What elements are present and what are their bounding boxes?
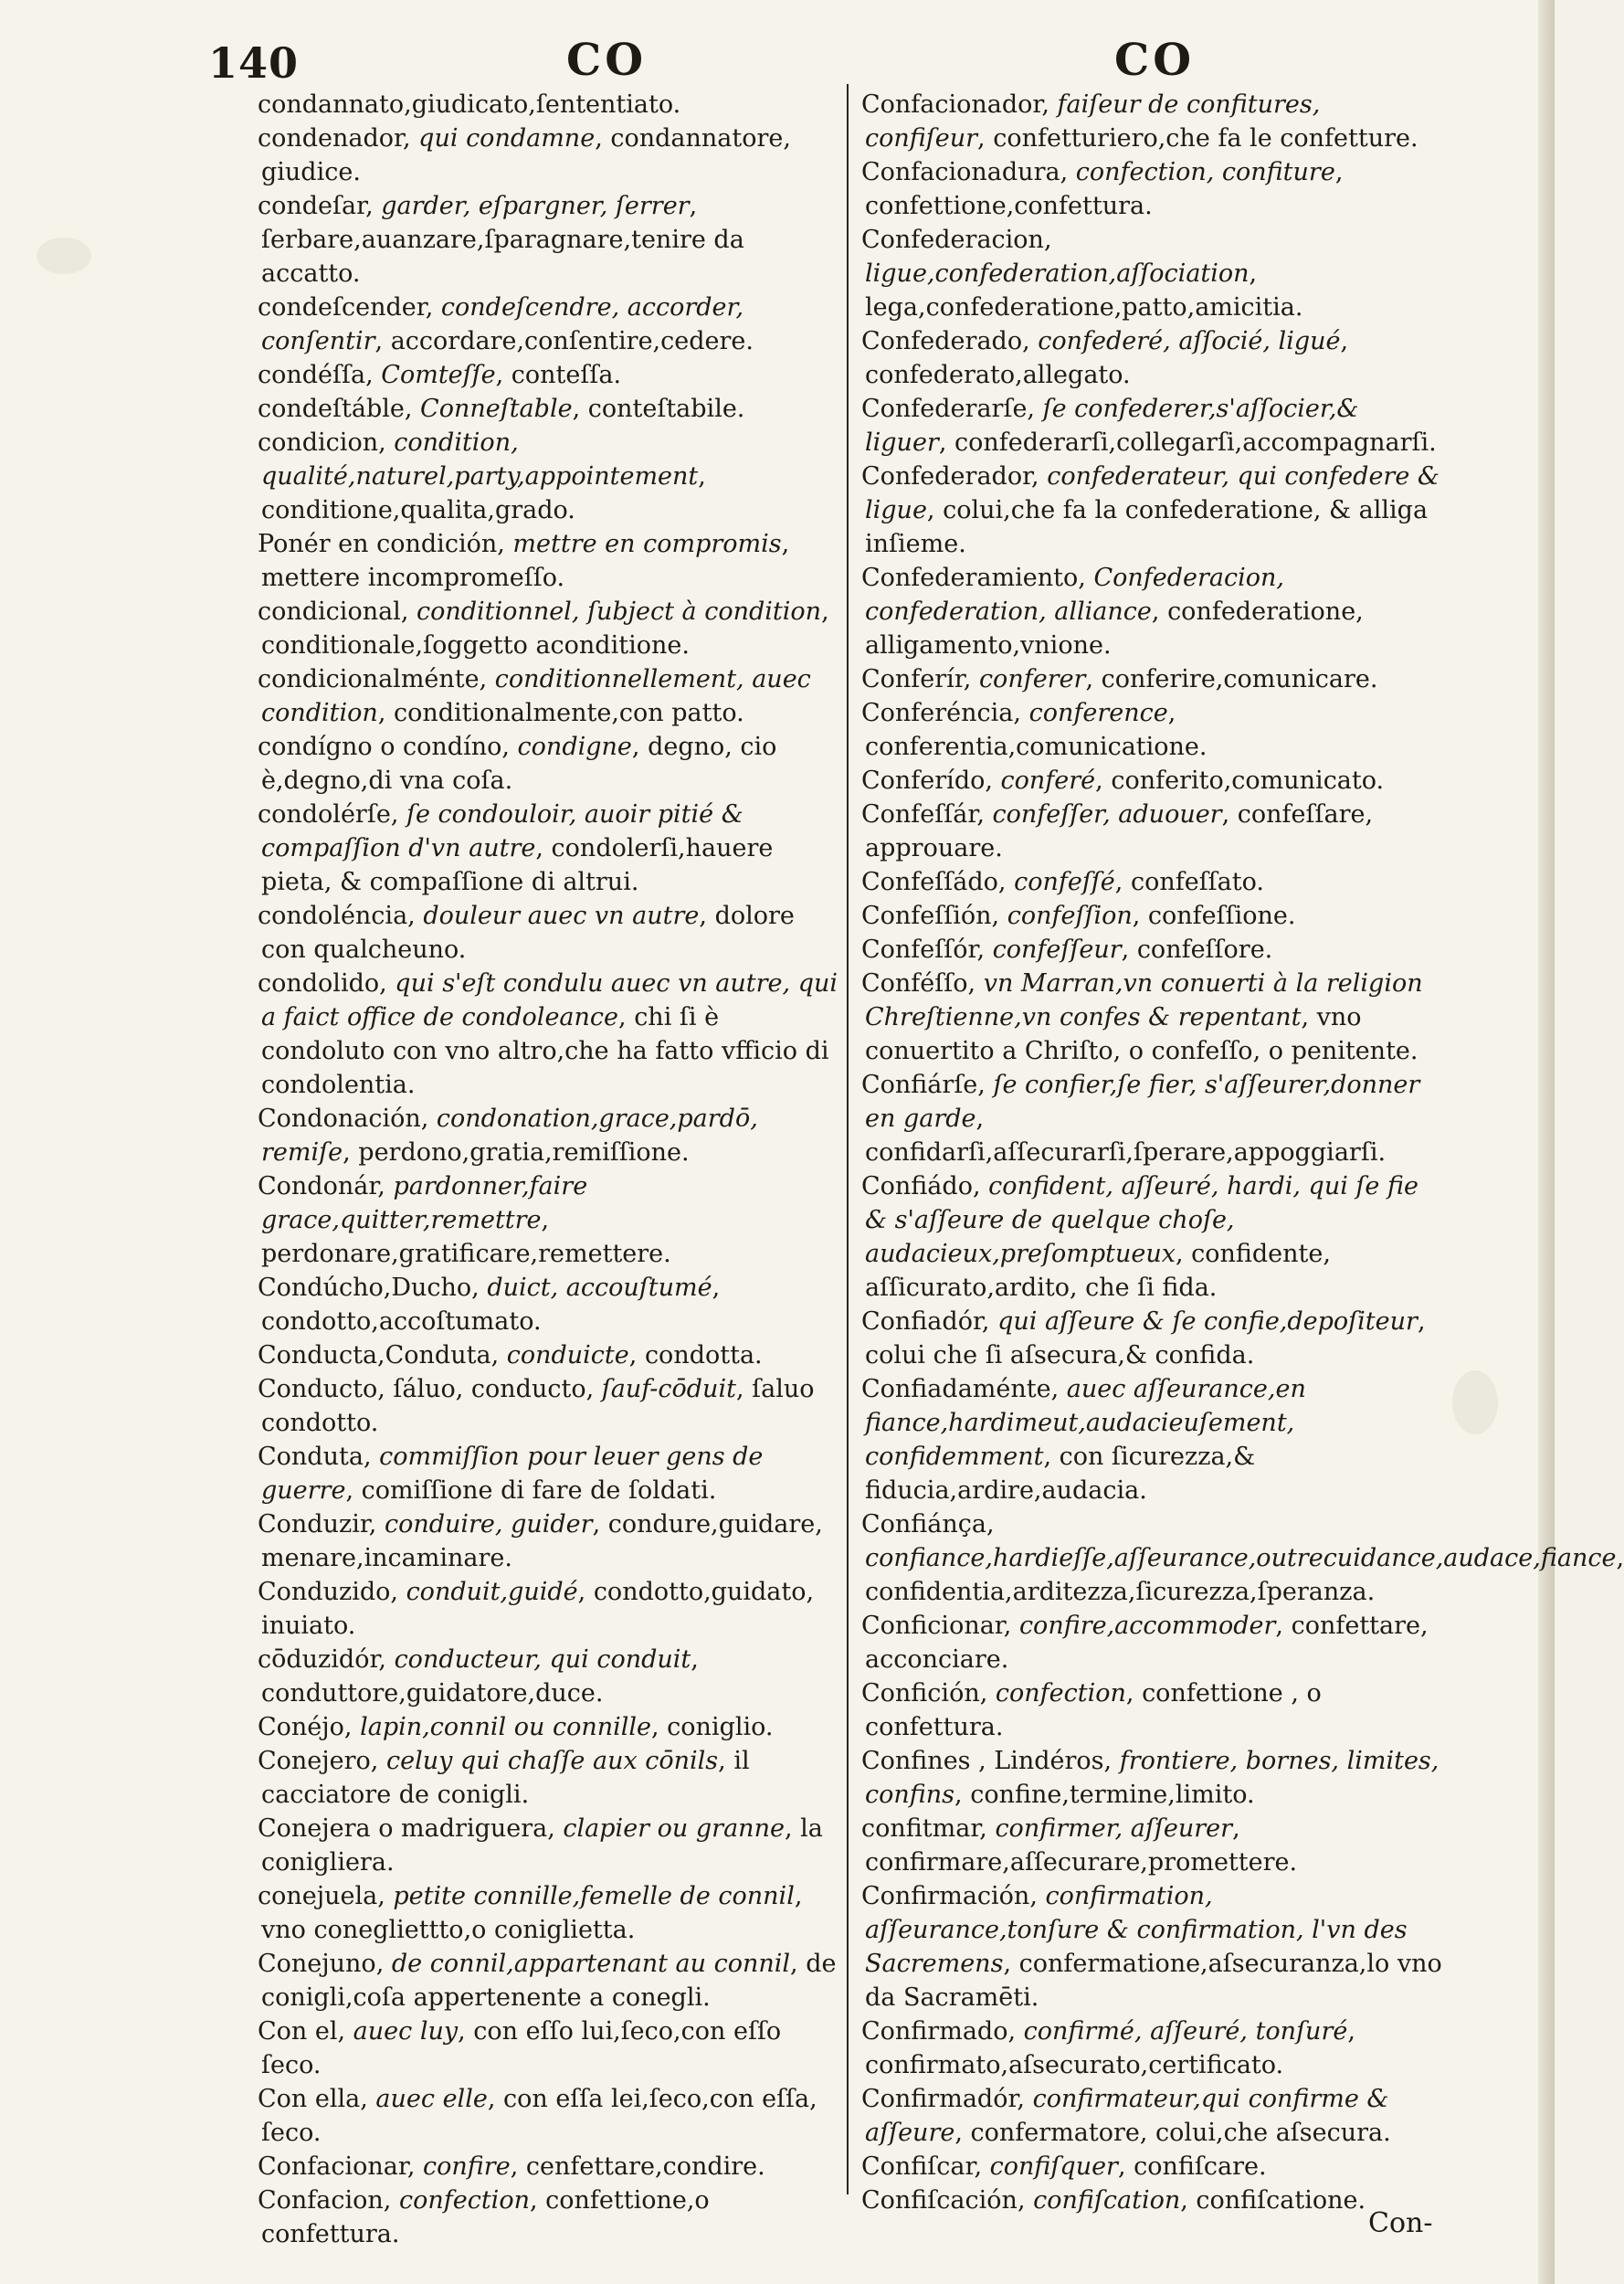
dictionary-entry: Confeſſár, confeſſer, aduouer, confeſſare, approuare.	[861, 800, 1374, 862]
entry-french: conditionnel, ſubject à condition	[417, 597, 822, 626]
dictionary-entry: Conducta,Conduta, conduicte, condotta.	[258, 1341, 763, 1369]
entry-italian: condannatore, giudice.	[261, 124, 791, 186]
entry-french: conducteur, qui conduit	[394, 1645, 691, 1674]
dictionary-entry: condeſcender, condeſcendre, accorder, conſentir, accordare,conſentire,cedere.	[258, 293, 754, 355]
entry-italian: con eſſa lei,ſeco,con eſſa, ſeco.	[261, 2085, 817, 2147]
dictionary-entry: condicionalménte, conditionnellement, auec condition, conditionalmente,con patto.	[258, 665, 811, 727]
entry-french: garder, eſpargner, ſerrer	[381, 192, 690, 220]
dictionary-entry: Confirmación, confirmation, aſſeurance,tonſure & confirmation, l'vn des Sacremens, confermatione,aſsecuranza,lo vno da Sacramēti.	[861, 1882, 1442, 2012]
entry-french: confirmé, aſſeuré, tonſuré	[1023, 2017, 1348, 2046]
dictionary-entry: Condonación, condonation,grace,pardō, remiſe, perdono,gratia,remiſſione.	[258, 1105, 758, 1167]
dictionary-entry: condoléncia, douleur auec vn autre, dolore con qualcheuno.	[258, 902, 795, 964]
entry-headword: cōduzidór	[258, 1645, 379, 1674]
dictionary-entry: Confeſſádo, confeſſé, confeſſato.	[861, 868, 1264, 896]
entry-italian: chi ſi è condoluto con vno altro,che ha fatto vfficio di condolentia.	[261, 1003, 829, 1099]
entry-headword: Confacionar	[258, 2152, 407, 2181]
entry-italian: ſerbare,auanzare,ſparagnare,tenire da accatto.	[261, 226, 744, 288]
entry-french: ligue,confederation,aſſociation	[865, 259, 1250, 288]
entry-italian: condotto,guidato, inuiato.	[261, 1578, 815, 1640]
entry-headword: Confiadór	[861, 1307, 982, 1336]
entry-italian: conditionalmente,con patto.	[394, 699, 744, 727]
entry-headword: Confederamiento	[861, 564, 1079, 592]
entry-french: Confederacion, confederation, alliance	[865, 564, 1284, 626]
entry-headword: Confacionadura	[861, 158, 1060, 186]
entry-french: confeſſer, aduouer	[992, 800, 1222, 829]
catchword: Con-	[1368, 2207, 1433, 2239]
entry-french: confire	[423, 2152, 511, 2181]
dictionary-entry: Confeſſión, confeſſion, confeſſione.	[861, 902, 1296, 930]
entry-french: condigne	[517, 733, 632, 761]
entry-italian: confetturiero,che fa le confetture.	[993, 124, 1418, 153]
entry-headword: Confirmación	[861, 1882, 1030, 1910]
entry-french: duict, accouſtumé	[487, 1274, 712, 1302]
entry-italian: coniglio.	[667, 1713, 774, 1741]
entry-italian: con eſſo lui,ſeco,con eſſo ſeco.	[261, 2017, 782, 2079]
dictionary-entry: Conferéncia, conference, conferentia,comunicatione.	[861, 699, 1207, 761]
dictionary-entry: Confines , Lindéros, frontiere, bornes, limites, confins, confine,termine,limito.	[861, 1747, 1439, 1809]
entry-italian: lega,confederatione,patto,amicitia.	[865, 293, 1303, 322]
dictionary-entry: Con el, auec luy, con eſſo lui,ſeco,con eſſo ſeco.	[258, 2017, 782, 2079]
entry-french: conferer	[978, 665, 1086, 693]
entry-italian: la conigliera.	[261, 1814, 823, 1877]
entry-headword: Confederacion	[861, 226, 1044, 254]
dictionary-entry: condicion, condition, qualité,naturel,party,appointement, conditione,qualita,grado.	[258, 428, 706, 524]
dictionary-entry: condeſtáble, Conneſtable, conteſtabile.	[258, 395, 745, 423]
entry-headword: condéſſa	[258, 361, 366, 389]
entry-headword: Confacionador	[861, 90, 1042, 119]
entry-headword: Con el	[258, 2017, 338, 2046]
entry-italian: confermatione,aſsecuranza,lo vno da Sacramēti.	[865, 1950, 1442, 2012]
entry-french: confiſquer	[989, 2152, 1118, 2181]
entry-french: confiſcation	[1033, 2186, 1181, 2215]
entry-french: celuy qui chaſſe aux cōnils	[385, 1747, 719, 1775]
entry-headword: condeſtáble	[258, 395, 405, 423]
entry-italian: confiſcatione.	[1196, 2186, 1366, 2215]
dictionary-entry: Confición, confection, confettione , o confettura.	[861, 1679, 1322, 1741]
dictionary-entry: Confiſcación, confiſcation, confiſcatione.	[861, 2186, 1366, 2215]
entry-italian: condure,guidare, menare,incaminare.	[261, 1510, 823, 1572]
dictionary-entry: Conejera o madriguera, clapier ou granne, la conigliera.	[258, 1814, 823, 1877]
entry-french: pardonner,faire grace,quitter,remettre	[261, 1172, 588, 1234]
entry-headword: Confeſſór	[861, 936, 977, 964]
dictionary-entry: cōduzidór, conducteur, qui conduit, conduttore,guidatore,duce.	[258, 1645, 699, 1708]
dictionary-entry: condenador, qui condamne, condannatore, giudice.	[258, 124, 791, 186]
entry-italian: vno conuertito a Chriſto, o confeſſo, o penitente.	[865, 1003, 1418, 1065]
entry-italian: de conigli,coſa appertenente a conegli.	[261, 1950, 837, 2012]
dictionary-entry: Conferír, conferer, conferire,comunicare.	[861, 665, 1378, 693]
entry-headword: Confiadaménte	[861, 1375, 1051, 1403]
entry-french: conduicte	[506, 1341, 629, 1369]
entry-headword: Con ella	[258, 2085, 361, 2113]
dictionary-entry: condéſſa, Comteſſe, conteſſa.	[258, 361, 622, 389]
entry-italian: confettione,o confettura.	[261, 2186, 710, 2248]
dictionary-entry: Conejero, celuy qui chaſſe aux cōnils, il cacciatore de conigli.	[258, 1747, 750, 1809]
entry-french: confection	[398, 2186, 530, 2215]
dictionary-entry: conejuela, petite connille,femelle de connil, vno conegliettto,o coniglietta.	[258, 1882, 803, 1944]
entry-italian: confeſſato.	[1130, 868, 1264, 896]
dictionary-entry: Confirmadór, confirmateur,qui confirme & aſſeure, confermatore, colui,che aſsecura.	[861, 2085, 1391, 2147]
right-column	[861, 88, 1624, 2217]
entry-italian: condotto,accoſtumato.	[261, 1307, 542, 1336]
entry-french: confirmateur,qui confirme & aſſeure	[865, 2085, 1389, 2147]
dictionary-entry: Conéjo, lapin,connil ou connille, coniglio.	[258, 1713, 774, 1741]
entry-prefix: ſáluo, conducto,	[393, 1375, 595, 1403]
entry-french: faiſeur de confitures, confiſeur	[865, 90, 1321, 153]
dictionary-entry: Confiſcar, confiſquer, confiſcare.	[861, 2152, 1267, 2181]
entry-french: conduire, guider	[384, 1510, 593, 1539]
entry-french: ſauf-cōduit	[601, 1375, 736, 1403]
entry-italian: perdono,gratia,remiſſione.	[358, 1138, 690, 1167]
dictionary-entry: Confacionadura, confection, confiture, confettione,confettura.	[861, 158, 1344, 220]
entry-italian: conteſſa.	[511, 361, 622, 389]
entry-french: confiance,hardieſſe,aſſeurance,outrecuidance,audace,fiance	[865, 1544, 1617, 1572]
entry-headword: condolido	[258, 969, 380, 998]
dictionary-entry: condicional, conditionnel, ſubject à condition, conditionale,ſoggetto aconditione.	[258, 597, 829, 660]
page-number: 140	[208, 38, 300, 88]
entry-headword: Confacion	[258, 2186, 384, 2215]
entry-italian: confiſcare.	[1134, 2152, 1267, 2181]
entry-headword: Confines , Lindéros	[861, 1747, 1104, 1775]
entry-french: confection, confiture	[1075, 158, 1335, 186]
dictionary-entry: Confederamiento, Confederacion, confederation, alliance, confederatione, alligamento,vnione.	[861, 564, 1364, 660]
entry-italian: conduttore,guidatore,duce.	[261, 1679, 604, 1708]
entry-italian: accordare,conſentire,cedere.	[390, 327, 754, 355]
dictionary-entry: Confiadaménte, auec aſſeurance,en fiance,hardimeut,audacieuſement, confidemment, con ſicurezza,& fiducia,ardire,audacia.	[861, 1375, 1306, 1505]
entry-french: ſe condouloir, auoir pitié & compaſſion d'vn autre	[261, 800, 743, 862]
dictionary-entry: condígno o condíno, condigne, degno, cio è,degno,di vna coſa.	[258, 733, 777, 795]
entry-headword: Confeſſár	[861, 800, 977, 829]
entry-headword: Conejuno	[258, 1950, 376, 1978]
entry-french: conference	[1028, 699, 1168, 727]
entry-italian: confettione , o confettura.	[865, 1679, 1322, 1741]
entry-french: conduit,guidé	[406, 1578, 578, 1606]
entry-italian: confederato,allegato.	[865, 361, 1131, 389]
entry-headword: Confeſſádo	[861, 868, 998, 896]
dictionary-entry: confitmar, confirmer, aſſeurer, confirmare,aſſecurare,promettere.	[861, 1814, 1298, 1877]
entry-italian: confettione,confettura.	[865, 192, 1153, 220]
dictionary-entry: Confiánça, confiance,hardieſſe,aſſeurance,outrecuidance,audace,fiance, confidentia,arditezza,ſicurezza,ſperanza.	[861, 1510, 1624, 1606]
entry-french: confident, aſſeuré, hardi, qui ſe fie & s'aſſeure de quelque choſe, audacieux,preſomptueux	[865, 1172, 1418, 1268]
running-head-left: CO	[566, 35, 648, 86]
entry-headword: Condúcho,Ducho	[258, 1274, 472, 1302]
entry-headword: confitmar	[861, 1814, 980, 1843]
entry-french: lapin,connil ou connille	[360, 1713, 651, 1741]
entry-headword: condenador	[258, 124, 403, 153]
dictionary-entry: Conduzir, conduire, guider, condure,guidare, menare,incaminare.	[258, 1510, 823, 1572]
entry-italian: confirmato,aſsecurato,certificato.	[865, 2051, 1284, 2079]
entry-headword: Confiſcar	[861, 2152, 975, 2181]
entry-headword: Conferído	[861, 767, 986, 795]
entry-headword: Confición	[861, 1679, 980, 1708]
entry-headword: Conejera o madriguera	[258, 1814, 548, 1843]
dictionary-entry: Confirmado, confirmé, aſſeuré, tonſuré, confirmato,aſsecurato,certificato.	[861, 2017, 1355, 2079]
entry-headword: Confederarſe	[861, 395, 1028, 423]
dictionary-entry: Ponér en condición, mettre en compromis, mettere incompromeſſo.	[258, 530, 790, 592]
dictionary-entry: Conejuno, de connil,appartenant au connil, de conigli,coſa appertenente a conegli.	[258, 1950, 837, 2012]
entry-italian: confederatione, alligamento,vnione.	[865, 597, 1364, 660]
entry-french: confederé, aſſocié, ligué	[1038, 327, 1341, 355]
dictionary-entry: Conducto, ſáluo, conducto, ſauf-cōduit, ſaluo condotto.	[258, 1375, 815, 1437]
entry-headword: condicionalménte	[258, 665, 480, 693]
entry-french: ſe confederer,s'aſſocier,& liguer	[865, 395, 1359, 457]
dictionary-entry: Confiádo, confident, aſſeuré, hardi, qui ſe fie & s'aſſeure de quelque choſe, audacieux,preſomptueux, confidente, aſſicurato,ardito, che ſi fida.	[861, 1172, 1418, 1302]
entry-italian: confine,termine,limito.	[970, 1781, 1255, 1809]
dictionary-entry: Confederador, confederateur, qui confedere & ligue, colui,che fa la confederatione, & alliga inſieme.	[861, 462, 1439, 558]
entry-french: de connil,appartenant au connil	[391, 1950, 791, 1978]
entry-italian: colui che ſi aſsecura,& confida.	[865, 1341, 1255, 1369]
entry-italian: conferito,comunicato.	[1111, 767, 1385, 795]
entry-french: confirmer, aſſeurer	[995, 1814, 1233, 1843]
entry-french: confirmation, aſſeurance,tonſure & confirmation, l'vn des Sacremens	[865, 1882, 1408, 1978]
entry-headword: Condonación	[258, 1105, 421, 1133]
entry-french: condition, qualité,naturel,party,appointement	[261, 428, 699, 491]
entry-headword: Conduta	[258, 1443, 364, 1471]
entry-headword: Confiárſe	[861, 1071, 978, 1099]
entry-french: auec luy	[353, 2017, 459, 2046]
entry-french: petite connille,femelle de connil	[393, 1882, 795, 1910]
dictionary-entry: Confederacion, ligue,confederation,aſſociation, lega,confederatione,patto,amicitia.	[861, 226, 1303, 322]
entry-italian: condotta.	[644, 1341, 763, 1369]
entry-italian: comiſſione di fare de ſoldati.	[361, 1476, 717, 1505]
dictionary-entry: Con ella, auec elle, con eſſa lei,ſeco,con eſſa, ſeco.	[258, 2085, 817, 2147]
entry-french: qui aſſeure & ſe confie,depoſiteur	[997, 1307, 1418, 1336]
entry-headword: condicional	[258, 597, 401, 626]
entry-italian: cenfettare,condire.	[525, 2152, 765, 2181]
entry-french: confection	[995, 1679, 1126, 1708]
dictionary-entry: Conféſſo, vn Marran,vn conuerti à la religion Chreſtienne,vn confes & repentant, vno conuertito a Chriſto, o confeſſo, o penitente.	[861, 969, 1423, 1065]
dictionary-entry: Conferído, conferé, conferito,comunicato.	[861, 767, 1385, 795]
entry-french: commiſſion pour leuer gens de guerre	[261, 1443, 764, 1505]
running-head-right: CO	[1114, 35, 1196, 86]
entry-french: douleur auec vn autre	[423, 902, 700, 930]
dictionary-entry: Confacionador, faiſeur de confitures, confiſeur, confetturiero,che fa le confetture.	[861, 90, 1418, 153]
entry-headword: Ponér en condición	[258, 530, 498, 558]
entry-italian: conteſtabile.	[587, 395, 745, 423]
entry-headword: Conéjo	[258, 1713, 344, 1741]
dictionary-entry: Confederarſe, ſe confederer,s'aſſocier,& liguer, confederarſi,collegarſi,accompagnarſi.	[861, 395, 1437, 457]
entry-french: mettre en compromis	[512, 530, 782, 558]
entry-italian: vno conegliettto,o coniglietta.	[261, 1916, 636, 1944]
entry-headword: Conferéncia	[861, 699, 1014, 727]
entry-headword: conejuela	[258, 1882, 378, 1910]
entry-french: condonation,grace,pardō, remiſe	[261, 1105, 758, 1167]
entry-french: qui condamne	[418, 124, 596, 153]
dictionary-entry: Confederado, confederé, aſſocié, ligué, confederato,allegato.	[861, 327, 1349, 389]
entry-french: confeſſeur	[992, 936, 1122, 964]
dictionary-entry: Confiadór, qui aſſeure & ſe confie,depoſiteur, colui che ſi aſsecura,& confida.	[861, 1307, 1426, 1369]
entry-italian: confeſſione.	[1147, 902, 1296, 930]
entry-italian: confidente, aſſicurato,ardito, che ſi fida.	[865, 1240, 1331, 1302]
entry-french: clapier ou granne	[563, 1814, 785, 1843]
dictionary-entry	[258, 88, 838, 122]
entry-italian: conditionale,ſoggetto aconditione.	[261, 631, 690, 660]
dictionary-entry: condeſar, garder, eſpargner, ſerrer, ſerbare,auanzare,ſparagnare,tenire da accatto.	[258, 192, 744, 288]
dictionary-entry: Condúcho,Ducho, duict, accouſtumé, condotto,accoſtumato.	[258, 1274, 721, 1336]
entry-french: Conneſtable	[420, 395, 573, 423]
entry-headword: condeſar	[258, 192, 366, 220]
entry-headword: Confirmadór	[861, 2085, 1018, 2113]
entry-headword: Conejero	[258, 1747, 371, 1775]
entry-italian: condolerſi,hauere pieta, & compaſſione di altrui.	[261, 834, 774, 896]
dictionary-entry: Confacion, confection, confettione,o confettura.	[258, 2186, 710, 2248]
entry-italian: mettere incompromeſſo.	[261, 564, 565, 592]
entry-italian: conditione,qualita,grado.	[261, 496, 575, 524]
page-header	[0, 27, 1555, 91]
entry-headword: Confiádo	[861, 1172, 973, 1200]
entry-headword: Confeſſión	[861, 902, 992, 930]
dictionary-entry: Conduta, commiſſion pour leuer gens de guerre, comiſſione di fare de ſoldati.	[258, 1443, 764, 1505]
entry-italian: con ſicurezza,& fiducia,ardire,audacia.	[865, 1443, 1256, 1505]
entry-headword: Confiſcación	[861, 2186, 1018, 2215]
entry-headword: condolérſe	[258, 800, 391, 829]
entry-headword: Conduzir	[258, 1510, 369, 1539]
entry-headword: Confederado	[861, 327, 1023, 355]
entry-italian: degno, cio è,degno,di vna coſa.	[261, 733, 777, 795]
dictionary-entry: Conduzido, conduit,guidé, condotto,guidato, inuiato.	[258, 1578, 815, 1640]
entry-headword: condígno o condíno	[258, 733, 502, 761]
paper-stain	[37, 238, 91, 274]
entry-italian: ſaluo condotto.	[261, 1375, 815, 1437]
paper-stain	[1452, 1370, 1498, 1434]
entry-headword: Confirmado	[861, 2017, 1008, 2046]
entry-french: conditionnellement, auec condition	[261, 665, 811, 727]
dictionary-entry: Confacionar, confire, cenfettare,condire.	[258, 2152, 765, 2181]
entry-french: auec elle	[375, 2085, 488, 2113]
entry-french: condeſcendre, accorder, conſentir	[261, 293, 744, 355]
entry-headword: Conduzido	[258, 1578, 391, 1606]
entry-headword: Conferír	[861, 665, 964, 693]
entry-headword: Confederador	[861, 462, 1032, 491]
entry-french: Comteſſe	[381, 361, 496, 389]
page-edge	[1538, 0, 1555, 2284]
entry-french: qui s'eſt condulu auec vn autre, qui a faict office de condoleance	[261, 969, 838, 1031]
entry-italian: confeſſore.	[1136, 936, 1273, 964]
dictionary-entry: condolido, qui s'eſt condulu auec vn autre, qui a faict office de condoleance, chi ſi è condoluto con vno altro,che ha fatto vfficio di condolentia.	[258, 969, 838, 1099]
entry-french: confeſſé	[1014, 868, 1115, 896]
entry-headword: Conficionar	[861, 1612, 1004, 1640]
entry-text: condannato,giudicato,ſententiato.	[258, 90, 681, 119]
entry-italian: confederarſi,collegarſi,accompagnarſi.	[954, 428, 1437, 457]
entry-french: auec aſſeurance,en fiance,hardimeut,audacieuſement, confidemment	[865, 1375, 1306, 1471]
entry-italian: il cacciatore de conigli.	[261, 1747, 750, 1809]
entry-italian: perdonare,gratificare,remettere.	[261, 1240, 671, 1268]
entry-italian: confidarſi,aſſecurarſi,ſperare,appoggiarſi.	[865, 1138, 1387, 1167]
entry-headword: Conducto	[258, 1375, 378, 1403]
dictionary-entry: condolérſe, ſe condouloir, auoir pitié & compaſſion d'vn autre, condolerſi,hauere pieta, & compaſſione di altrui.	[258, 800, 774, 896]
entry-headword: condoléncia	[258, 902, 408, 930]
entry-italian: confeſſare, approuare.	[865, 800, 1374, 862]
entry-headword: Conducta,Conduta	[258, 1341, 491, 1369]
dictionary-entry: Confiárſe, ſe confier,ſe fier, s'aſſeurer,donner en garde, confidarſi,aſſecurarſi,ſperare,appoggiarſi.	[861, 1071, 1420, 1167]
entry-italian: confidentia,arditezza,ſicurezza,ſperanza.	[865, 1578, 1376, 1606]
entry-french: vn Marran,vn conuerti à la religion Chreſtienne,vn confes & repentant	[865, 969, 1423, 1031]
entry-french: confire,accommoder	[1018, 1612, 1276, 1640]
entry-french: confeſſion	[1007, 902, 1133, 930]
entry-french: ſe confier,ſe fier, s'aſſeurer,donner en garde	[865, 1071, 1420, 1133]
dictionary-entry: Confeſſór, confeſſeur, confeſſore.	[861, 936, 1273, 964]
entry-french: frontiere, bornes, limites, confins	[865, 1747, 1439, 1809]
entry-italian: conferire,comunicare.	[1101, 665, 1378, 693]
dictionary-entry: Conficionar, confire,accommoder, confettare, acconciare.	[861, 1612, 1429, 1674]
entry-italian: colui,che fa la confederatione, & alliga inſieme.	[865, 496, 1429, 558]
entry-headword: Condonár	[258, 1172, 378, 1200]
entry-italian: dolore con qualcheuno.	[261, 902, 795, 964]
entry-italian: conferentia,comunicatione.	[865, 733, 1207, 761]
entry-headword: condeſcender	[258, 293, 426, 322]
entry-headword: condicion	[258, 428, 379, 457]
entry-headword: Confiánça	[861, 1510, 987, 1539]
dictionary-entry: Condonár, pardonner,faire grace,quitter,remettre, perdonare,gratificare,remettere.	[258, 1172, 671, 1268]
left-column	[258, 88, 838, 2251]
entry-french: conferé	[1000, 767, 1096, 795]
entry-french: confederateur, qui confedere & ligue	[865, 462, 1439, 524]
entry-italian: confirmare,aſſecurare,promettere.	[865, 1848, 1298, 1877]
entry-italian: confettare, acconciare.	[865, 1612, 1429, 1674]
entry-headword: Conféſſo	[861, 969, 968, 998]
entry-italian: confermatore, colui,che aſsecura.	[970, 2119, 1391, 2147]
column-divider	[847, 84, 849, 2194]
